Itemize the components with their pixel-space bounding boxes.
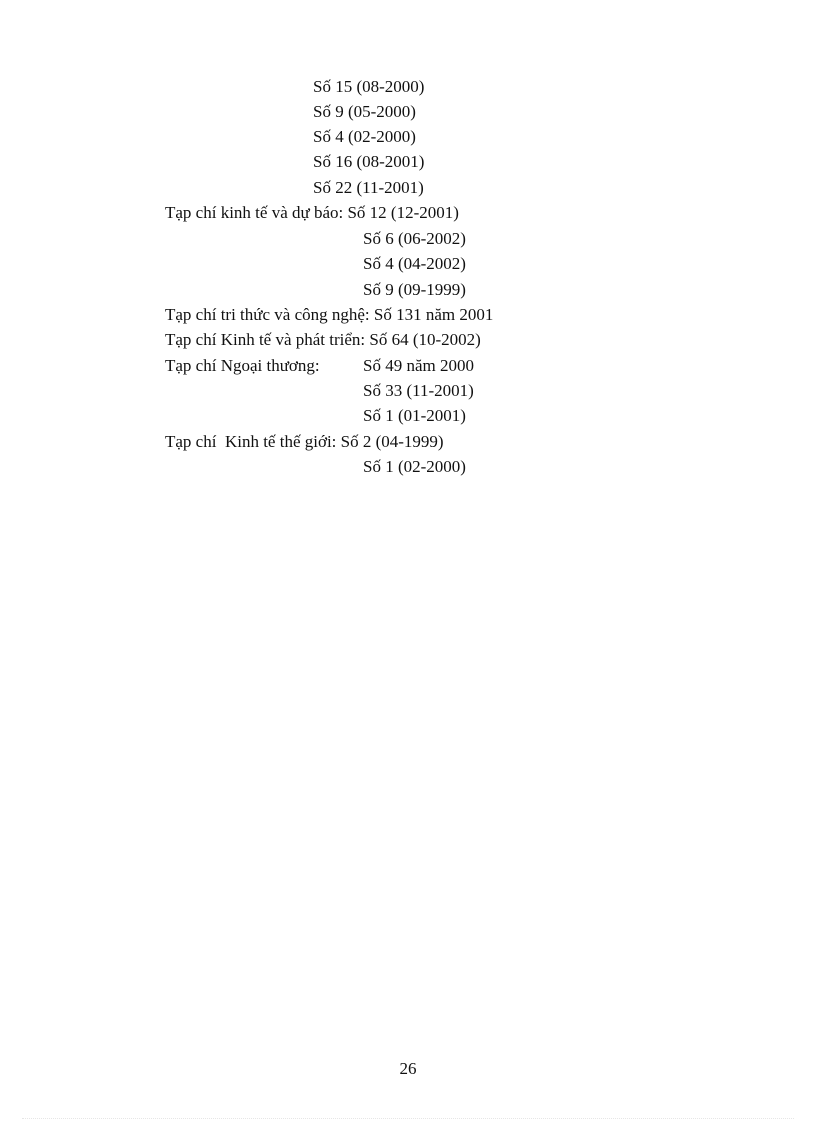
reference-line: Số 1 (01-2001) [363,406,466,425]
page-number: 26 [399,1059,417,1078]
reference-line: Số 15 (08-2000) [313,77,425,96]
bottom-divider [22,1118,794,1119]
reference-line: Số 22 (11-2001) [313,178,424,197]
reference-line: Số 49 năm 2000 [363,356,474,375]
reference-line: Số 16 (08-2001) [313,152,425,171]
reference-line: Tạp chí kinh tế và dự báo: Số 12 (12-2001) [165,203,459,222]
reference-line: Số 4 (04-2002) [363,254,466,273]
reference-line: Tạp chí Ngoại thương: [165,356,320,375]
reference-line: Số 9 (05-2000) [313,102,416,121]
reference-line: Số 9 (09-1999) [363,280,466,299]
reference-line: Số 4 (02-2000) [313,127,416,146]
reference-line: Tạp chí Kinh tế và phát triển: Số 64 (10-2002) [165,330,481,349]
reference-line: Số 33 (11-2001) [363,381,474,400]
reference-line: Tạp chí Kinh tế thế giới: Số 2 (04-1999) [165,432,444,451]
reference-line: Số 1 (02-2000) [363,457,466,476]
reference-line: Số 6 (06-2002) [363,229,466,248]
reference-line: Tạp chí tri thức và công nghệ: Số 131 năm 2001 [165,305,494,324]
